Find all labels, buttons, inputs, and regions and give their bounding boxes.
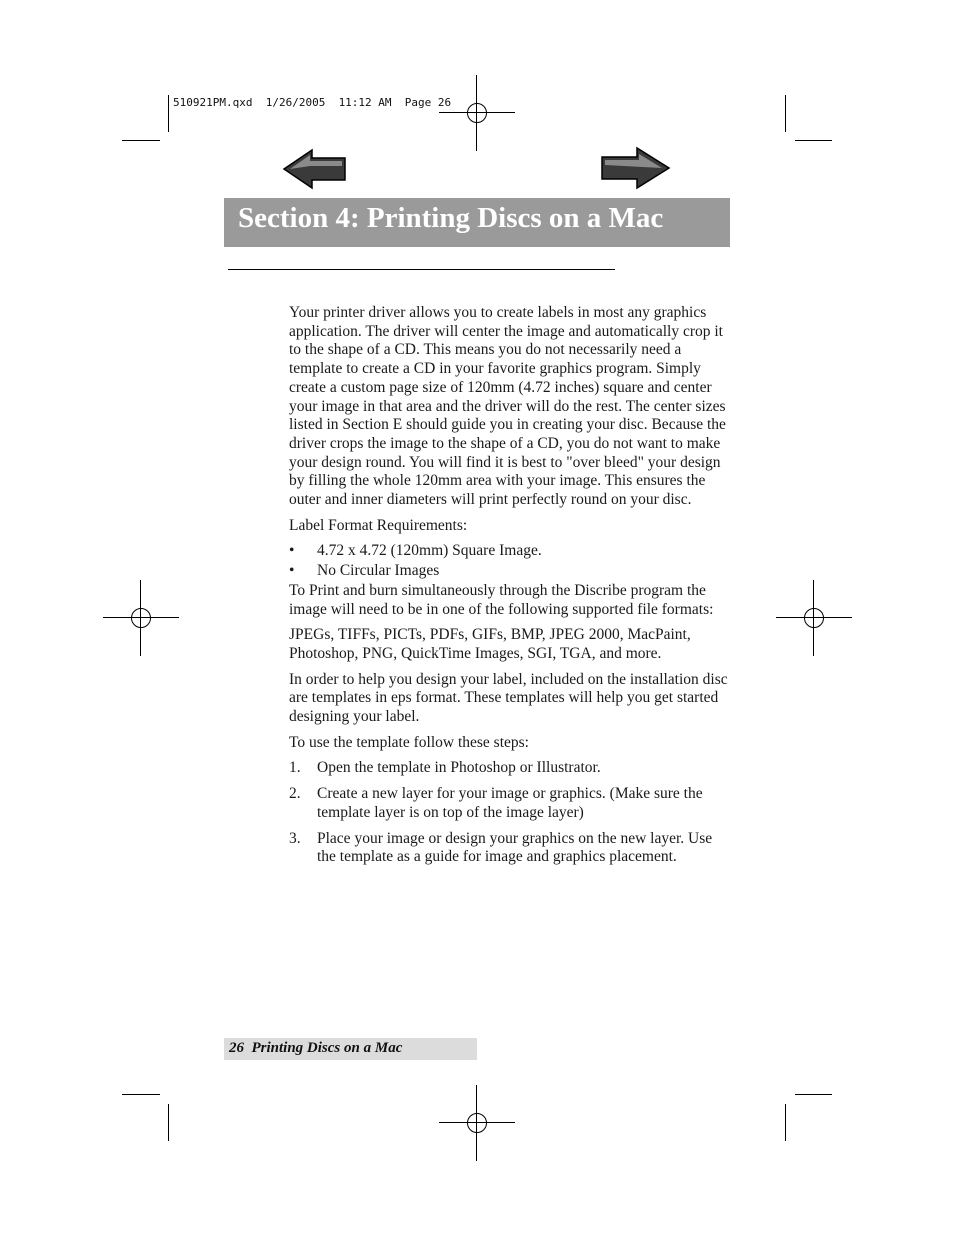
list-item	[289, 542, 731, 561]
step-number: 1.	[289, 759, 301, 777]
section-title: Section 4: Printing Discs on a Mac	[238, 202, 664, 234]
step-number: 2.	[289, 785, 301, 803]
file-slug: 510921PM.qxd 1/26/2005 11:12 AM Page 26	[173, 96, 452, 109]
steps-list	[289, 759, 731, 867]
page-number: 26	[229, 1040, 244, 1056]
crop-mark	[122, 1094, 160, 1095]
burn-paragraph: To Print and burn simultaneously through the Discribe program the image will need to be in one of the following supported file formats:	[289, 581, 714, 618]
step-item	[289, 759, 731, 778]
page-footer	[224, 1038, 477, 1060]
list-item	[289, 562, 731, 581]
list-item-text: 4.72 x 4.72 (120mm) Square Image.	[317, 542, 542, 560]
step-item	[289, 830, 731, 867]
crop-mark	[795, 1094, 832, 1095]
crop-mark	[785, 95, 786, 132]
step-text: Open the template in Photoshop or Illustrator.	[317, 759, 601, 777]
registration-mark-icon	[439, 75, 515, 151]
crop-mark	[168, 95, 169, 132]
footer-title: Printing Discs on a Mac	[251, 1040, 403, 1056]
requirements-heading: Label Format Requirements:	[289, 516, 468, 534]
formats-paragraph: JPEGs, TIFFs, PICTs, PDFs, GIFs, BMP, JPEG 2000, MacPaint, Photoshop, PNG, QuickTime Images, SGI, TGA, and more.	[289, 626, 691, 662]
section-header	[224, 198, 730, 247]
registration-mark-icon	[776, 580, 852, 656]
intro-paragraph: Your printer driver allows you to create labels in most any graphics application. The driver will center the image and automatically crop it to the shape of a CD. This means you do not necessarily need a template to create a CD in your favorite graphics program. Simply create a custom page size of 120mm (4.72 inches) square and center your image in that area and the driver will do the rest. The center sizes listed in Section E should guide you in creating your disc. Because the driver crops the image to the shape of a CD, you do not want to make your design round. You will find it is best to "over bleed" your design by filling the whole 120mm area with your image. This ensures the outer and inner diameters will print perfectly round on your disc.	[289, 304, 726, 509]
step-text: Place your image or design your graphics on the new layer. Use the template as a guide for image and graphics placement.	[317, 829, 713, 866]
body-text	[289, 304, 731, 874]
crop-mark	[122, 140, 160, 141]
crop-mark	[785, 1104, 786, 1141]
step-text: Create a new layer for your image or graphics. (Make sure the template layer is on top of the image layer)	[317, 785, 703, 821]
list-item-text: No Circular Images	[317, 562, 440, 580]
requirements-list	[289, 542, 731, 580]
registration-mark-icon	[103, 580, 179, 656]
right-arrow-icon[interactable]	[600, 146, 672, 190]
footer-label	[229, 1040, 402, 1057]
step-item	[289, 785, 731, 822]
divider	[228, 269, 615, 270]
crop-mark	[168, 1104, 169, 1141]
registration-mark-icon	[439, 1085, 515, 1161]
step-number: 3.	[289, 829, 301, 847]
bullet-icon: •	[289, 542, 295, 560]
bullet-icon: •	[289, 562, 295, 580]
templates-paragraph: In order to help you design your label, included on the installation disc are templates in eps format. These templates will help you get started designing your label.	[289, 670, 728, 726]
steps-heading: To use the template follow these steps:	[289, 733, 529, 751]
crop-mark	[795, 140, 832, 141]
left-arrow-icon[interactable]	[282, 148, 348, 190]
